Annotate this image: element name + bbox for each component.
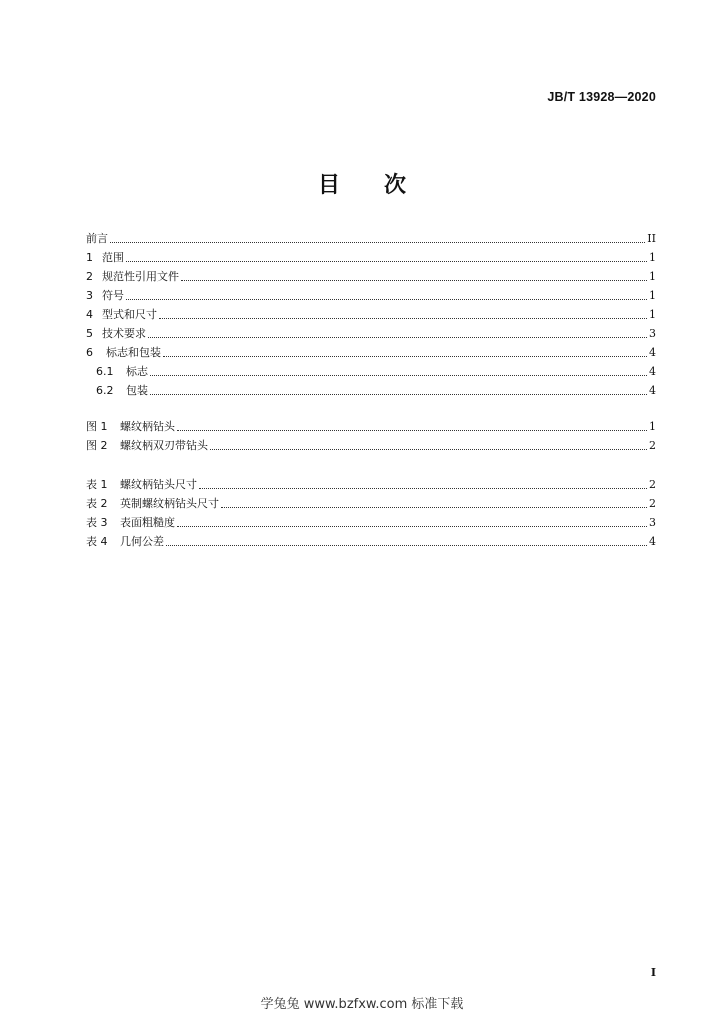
- standard-number: JB/T 13928—2020: [547, 90, 656, 104]
- toc-entry-6-2[interactable]: [96, 380, 656, 398]
- toc-label: 标志: [126, 365, 148, 378]
- toc-label: 符号: [102, 289, 124, 302]
- table-num: 表 2: [86, 497, 108, 510]
- figure-num: 图 1: [86, 420, 108, 433]
- leader-dots: [150, 374, 647, 376]
- toc-label: 范围: [102, 251, 124, 264]
- toc-entry-foreword[interactable]: [86, 228, 656, 246]
- figure-num: 图 2: [86, 439, 108, 452]
- toc-entry-5[interactable]: [86, 323, 656, 341]
- toc-num: 6.2: [96, 384, 114, 397]
- leader-dots: [150, 393, 647, 395]
- table-entry-2[interactable]: [86, 493, 656, 511]
- table-num: 表 1: [86, 478, 108, 491]
- toc-num: 3: [86, 289, 93, 302]
- figure-entry-1[interactable]: [86, 416, 656, 434]
- page-title: [0, 168, 724, 199]
- toc-entry-6-1[interactable]: [96, 361, 656, 379]
- leader-dots: [110, 241, 645, 243]
- leader-dots: [181, 279, 647, 281]
- figure-label: 螺纹柄钻头: [120, 420, 175, 433]
- table-entry-3[interactable]: [86, 512, 656, 530]
- figure-label: 螺纹柄双刃带钻头: [120, 439, 208, 452]
- toc-label: 技术要求: [102, 327, 146, 340]
- toc-page: 4: [649, 365, 656, 378]
- toc-label: 规范性引用文件: [102, 270, 179, 283]
- table-page: 4: [649, 535, 656, 548]
- toc-label: 型式和尺寸: [102, 308, 157, 321]
- table-label: 螺纹柄钻头尺寸: [120, 478, 197, 491]
- toc-page: 4: [649, 384, 656, 397]
- table-num: 表 4: [86, 535, 108, 548]
- toc-entry-4[interactable]: [86, 304, 656, 322]
- leader-dots: [163, 355, 647, 357]
- toc-num: 6: [86, 346, 93, 359]
- toc-page: 4: [649, 346, 656, 359]
- table-label: 几何公差: [120, 535, 164, 548]
- watermark-text: 学兔兔 www.bzfxw.com 标准下载: [260, 997, 464, 1012]
- toc-num: 1: [86, 251, 93, 264]
- title-char-2: 次: [384, 173, 407, 198]
- toc-label: 标志和包装: [106, 346, 161, 359]
- toc-label: 包装: [126, 384, 148, 397]
- table-page: 2: [649, 497, 656, 510]
- toc-page: 1: [649, 308, 656, 321]
- toc-entry-6[interactable]: [86, 342, 656, 360]
- leader-dots: [159, 317, 647, 319]
- leader-dots: [177, 525, 647, 527]
- figure-page: 1: [649, 420, 656, 433]
- toc-page: 3: [649, 327, 656, 340]
- toc-page: 1: [649, 270, 656, 283]
- page-number: I: [650, 966, 656, 979]
- toc-page: 1: [649, 289, 656, 302]
- table-label: 表面粗糙度: [120, 516, 175, 529]
- leader-dots: [210, 448, 647, 450]
- toc-entry-3[interactable]: [86, 285, 656, 303]
- leader-dots: [199, 487, 647, 489]
- table-page: 2: [649, 478, 656, 491]
- table-entry-4[interactable]: [86, 531, 656, 549]
- table-label: 英制螺纹柄钻头尺寸: [120, 497, 219, 510]
- table-entry-1[interactable]: [86, 474, 656, 492]
- title-char-1: 目: [317, 173, 340, 198]
- toc-page: II: [647, 232, 656, 245]
- figure-page: 2: [649, 439, 656, 452]
- leader-dots: [177, 429, 647, 431]
- toc-num: 2: [86, 270, 93, 283]
- figure-entry-2[interactable]: [86, 435, 656, 453]
- toc-entry-1[interactable]: [86, 247, 656, 265]
- toc-num: 5: [86, 327, 93, 340]
- leader-dots: [166, 544, 647, 546]
- leader-dots: [221, 506, 647, 508]
- toc-num: 4: [86, 308, 93, 321]
- table-page: 3: [649, 516, 656, 529]
- toc-num: 6.1: [96, 365, 114, 378]
- toc-page: 1: [649, 251, 656, 264]
- table-num: 表 3: [86, 516, 108, 529]
- leader-dots: [148, 336, 647, 338]
- leader-dots: [126, 298, 647, 300]
- leader-dots: [126, 260, 647, 262]
- toc-entry-2[interactable]: [86, 266, 656, 284]
- toc-label: 前言: [86, 232, 108, 245]
